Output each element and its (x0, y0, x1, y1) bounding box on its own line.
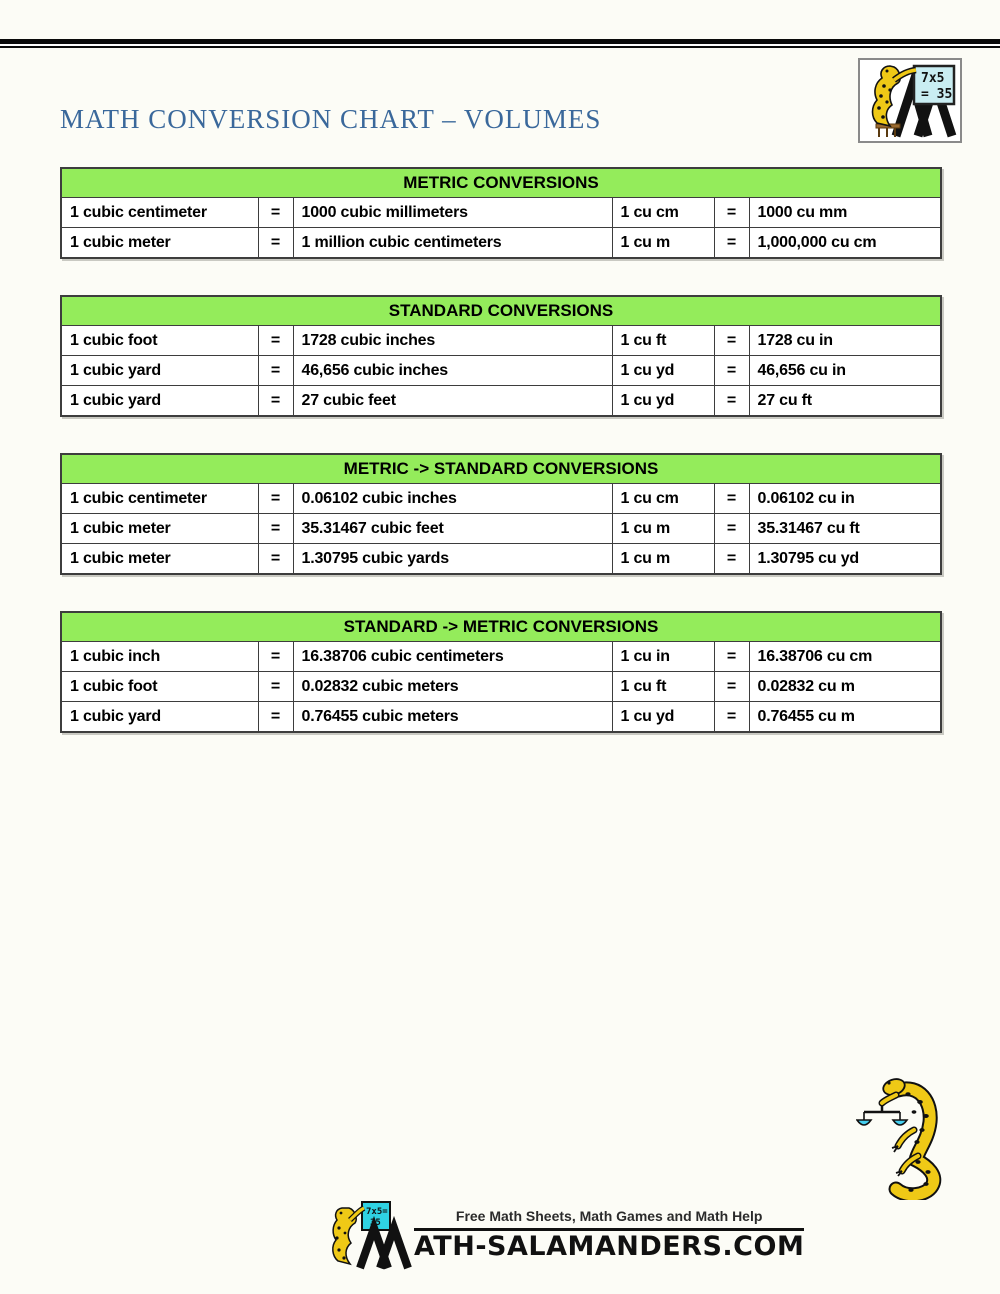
abbr-value-cell: 0.76455 cu m (749, 702, 941, 733)
unit-cell: 1 cubic meter (61, 228, 258, 259)
scale-pan (893, 1120, 907, 1125)
abbr-value-cell: 16.38706 cu cm (749, 642, 941, 672)
unit-cell: 1 cubic foot (61, 672, 258, 702)
metric-conversions-table (60, 167, 942, 259)
footer-tagline: Free Math Sheets, Math Games and Math Help (455, 1208, 763, 1224)
value-cell: 0.02832 cubic meters (293, 672, 612, 702)
logo-board-text-line1: 7x5 (921, 71, 945, 86)
table-row (61, 672, 941, 702)
abbr-value-cell: 0.06102 cu in (749, 484, 941, 514)
unit-cell: 1 cubic yard (61, 702, 258, 733)
table-row (61, 484, 941, 514)
unit-cell: 1 cubic yard (61, 356, 258, 386)
value-cell: 46,656 cubic inches (293, 356, 612, 386)
table-row (61, 514, 941, 544)
top-divider-rule (0, 39, 1000, 48)
equals-cell: = (258, 642, 293, 672)
math-salamanders-logo-icon (330, 1200, 412, 1272)
value-cell: 1.30795 cubic yards (293, 544, 612, 575)
equals-cell: = (258, 702, 293, 733)
equals-cell: = (714, 484, 749, 514)
abbr-cell: 1 cu m (612, 228, 714, 259)
abbr-cell: 1 cu in (612, 642, 714, 672)
math-salamander-writing-icon (860, 60, 960, 141)
equals-cell: = (714, 228, 749, 259)
footer-site-name: ATH-SALAMANDERS.COM (414, 1231, 805, 1262)
unit-cell: 1 cubic foot (61, 326, 258, 356)
metric-to-standard-conversions-table (60, 453, 942, 575)
logo-board-text-line2: = 35 (921, 87, 953, 102)
scale-pan (857, 1120, 871, 1125)
abbr-value-cell: 35.31467 cu ft (749, 514, 941, 544)
value-cell: 0.06102 cubic inches (293, 484, 612, 514)
table-header: STANDARD -> METRIC CONVERSIONS (61, 612, 941, 642)
abbr-cell: 1 cu ft (612, 672, 714, 702)
unit-cell: 1 cubic centimeter (61, 484, 258, 514)
unit-cell: 1 cubic meter (61, 544, 258, 575)
equals-cell: = (258, 198, 293, 228)
abbr-cell: 1 cu yd (612, 356, 714, 386)
equals-cell: = (714, 326, 749, 356)
standard-conversions-table (60, 295, 942, 417)
equals-cell: = (714, 544, 749, 575)
header-logo-box (858, 58, 962, 143)
table-row (61, 356, 941, 386)
table-row (61, 198, 941, 228)
abbr-cell: 1 cu cm (612, 198, 714, 228)
salamander-eye (887, 1081, 890, 1084)
equals-cell: = (714, 702, 749, 733)
site-footer-logo (330, 1200, 804, 1272)
abbr-value-cell: 1000 cu mm (749, 198, 941, 228)
equals-cell: = (714, 514, 749, 544)
abbr-value-cell: 1728 cu in (749, 326, 941, 356)
equals-cell: = (258, 386, 293, 417)
standard-to-metric-conversions-table (60, 611, 942, 733)
unit-cell: 1 cubic centimeter (61, 198, 258, 228)
abbr-cell: 1 cu m (612, 514, 714, 544)
table-row (61, 642, 941, 672)
abbr-cell: 1 cu yd (612, 702, 714, 733)
unit-cell: 1 cubic meter (61, 514, 258, 544)
footer-board-text-line2: 35 (370, 1218, 381, 1228)
equals-cell: = (258, 228, 293, 259)
equals-cell: = (258, 544, 293, 575)
unit-cell: 1 cubic yard (61, 386, 258, 417)
table-row (61, 228, 941, 259)
value-cell: 27 cubic feet (293, 386, 612, 417)
equals-cell: = (258, 326, 293, 356)
equals-cell: = (258, 356, 293, 386)
value-cell: 0.76455 cubic meters (293, 702, 612, 733)
equals-cell: = (258, 672, 293, 702)
table-header: METRIC -> STANDARD CONVERSIONS (61, 454, 941, 484)
table-header: STANDARD CONVERSIONS (61, 296, 941, 326)
value-cell: 1728 cubic inches (293, 326, 612, 356)
value-cell: 16.38706 cubic centimeters (293, 642, 612, 672)
abbr-cell: 1 cu yd (612, 386, 714, 417)
value-cell: 35.31467 cubic feet (293, 514, 612, 544)
page-title: MATH CONVERSION CHART – VOLUMES (60, 104, 602, 134)
abbr-cell: 1 cu ft (612, 326, 714, 356)
abbr-value-cell: 1.30795 cu yd (749, 544, 941, 575)
table-row (61, 386, 941, 417)
equals-cell: = (258, 484, 293, 514)
unit-cell: 1 cubic inch (61, 642, 258, 672)
table-header: METRIC CONVERSIONS (61, 168, 941, 198)
value-cell: 1000 cubic millimeters (293, 198, 612, 228)
equals-cell: = (714, 198, 749, 228)
abbr-cell: 1 cu cm (612, 484, 714, 514)
table-row (61, 326, 941, 356)
abbr-value-cell: 1,000,000 cu cm (749, 228, 941, 259)
abbr-value-cell: 46,656 cu in (749, 356, 941, 386)
equals-cell: = (714, 386, 749, 417)
equals-cell: = (714, 672, 749, 702)
abbr-cell: 1 cu m (612, 544, 714, 575)
salamander-with-scales-icon (856, 1068, 966, 1205)
table-row (61, 702, 941, 733)
table-row (61, 544, 941, 575)
equals-cell: = (714, 356, 749, 386)
footer-board-text-line1: 7x5= (366, 1207, 388, 1217)
footer-text-block (414, 1200, 804, 1261)
value-cell: 1 million cubic centimeters (293, 228, 612, 259)
equals-cell: = (714, 642, 749, 672)
abbr-value-cell: 27 cu ft (749, 386, 941, 417)
abbr-value-cell: 0.02832 cu m (749, 672, 941, 702)
equals-cell: = (258, 514, 293, 544)
